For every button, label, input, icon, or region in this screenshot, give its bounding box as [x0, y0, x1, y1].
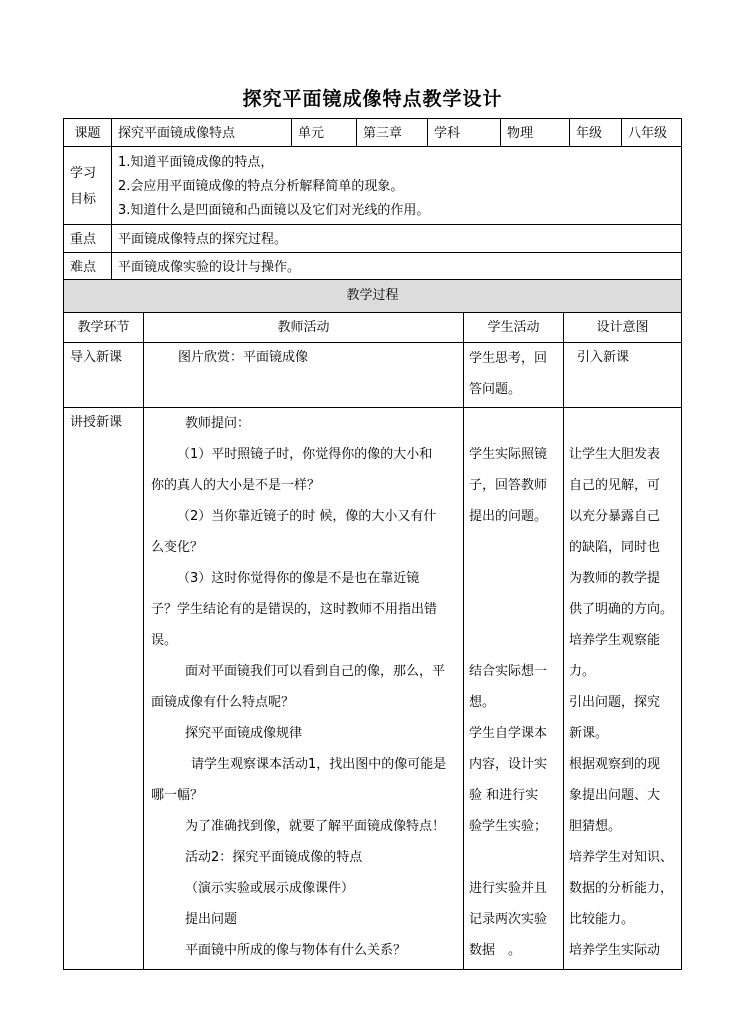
student-line: 验学生实验； — [469, 819, 548, 834]
intent-line: 根据观察到的现 — [569, 757, 661, 772]
intent-line: 力。 — [569, 664, 596, 679]
teacher-line: 面镜成像有什么特点呢？ — [151, 695, 295, 710]
student-line — [469, 625, 563, 656]
student-line: 子，回答教师 — [469, 478, 548, 493]
intent-line: 让学生大胆发表 — [569, 447, 661, 462]
goals-label-line2: 目标 — [70, 192, 97, 207]
intent-line: 培养学生观察能 — [569, 633, 661, 648]
student-line: 数据 。 — [469, 943, 522, 958]
teacher-line: 平面镜中所成的像与物体有什么关系？ — [185, 943, 407, 958]
intent-line: 自己的见解，可 — [569, 478, 661, 493]
student-line: 验 和进行实 — [469, 788, 539, 803]
goals-label — [63, 146, 112, 225]
student-line — [469, 594, 563, 625]
subject-value: 物理 — [500, 118, 570, 147]
intent-line: 为教师的教学提 — [569, 571, 661, 586]
col-stage-header: 教学环节 — [63, 312, 144, 343]
col-teacher-header: 教师活动 — [143, 312, 464, 343]
subject-label: 学科 — [427, 118, 501, 147]
grade-label: 年级 — [569, 118, 622, 147]
main-student — [463, 407, 564, 970]
main-intent — [563, 407, 682, 970]
intent-line — [569, 408, 681, 439]
teacher-line: 子？学生结论有的是错误的，这时教师不用指出错 — [151, 602, 438, 617]
unit-label: 单元 — [291, 118, 357, 147]
teacher-line: 么变化？ — [151, 540, 204, 555]
teacher-line: 哪一幅？ — [151, 788, 204, 803]
intent-line: 培养学生实际动 — [569, 943, 661, 958]
difficulty-label: 难点 — [63, 252, 112, 280]
goals-label-line1: 学习 — [70, 166, 97, 181]
teacher-line: 探究平面镜成像规律 — [185, 726, 303, 741]
student-line: 进行实验并且 — [469, 881, 548, 896]
student-line: 答问题。 — [469, 382, 522, 397]
teacher-line: 教师提问： — [185, 416, 251, 431]
unit-value: 第三章 — [356, 118, 428, 147]
intro-stage: 导入新课 — [63, 342, 144, 408]
teacher-line: 提出问题 — [185, 912, 238, 927]
main-teacher — [143, 407, 464, 970]
intent-line: 以充分暴露自己 — [569, 509, 661, 524]
goal-item: 3.知道什么是凹面镜和凸面镜以及它们对光线的作用。 — [118, 203, 430, 218]
key-point-value: 平面镜成像特点的探究过程。 — [111, 224, 682, 253]
student-line: 内容，设计实 — [469, 757, 548, 772]
key-point-label: 重点 — [63, 224, 112, 253]
course-label: 课题 — [63, 118, 112, 147]
difficulty-value: 平面镜成像实验的设计与操作。 — [111, 252, 682, 280]
col-intent-header: 设计意图 — [563, 312, 682, 343]
intro-intent: 引入新课 — [563, 342, 682, 408]
intent-line: 胆猜想。 — [569, 819, 622, 834]
goal-item: 1.知道平面镜成像的特点， — [118, 155, 274, 170]
process-header: 教学过程 — [63, 279, 682, 313]
student-line: 结合实际想一 — [469, 664, 548, 679]
intent-line: 象提出问题、大 — [569, 788, 661, 803]
teacher-line: （演示实验或展示成像课件） — [185, 881, 355, 896]
course-value: 探究平面镜成像特点 — [111, 118, 292, 147]
intent-line: 的缺陷，同时也 — [569, 540, 661, 555]
teacher-line: （2）当你靠近镜子的时 候，像的大小又有什 — [177, 509, 437, 524]
teacher-line: 误。 — [151, 633, 178, 648]
intent-line: 供了明确的方向。 — [569, 602, 674, 617]
student-line: 想。 — [469, 695, 496, 710]
document-title: 探究平面镜成像特点教学设计 — [242, 88, 503, 110]
intent-line: 培养学生对知识、 — [569, 850, 674, 865]
student-line: 提出的问题。 — [469, 509, 548, 524]
student-line: 学生自学课本 — [469, 726, 548, 741]
teacher-line: 你的真人的大小是不是一样？ — [151, 478, 321, 493]
teacher-line: 请学生观察课本活动1，找出图中的像可能是 — [191, 757, 447, 772]
main-stage: 讲授新课 — [63, 407, 144, 970]
student-line — [469, 842, 563, 873]
intro-teacher: 图片欣赏：平面镜成像 — [143, 342, 464, 408]
grade-value: 八年级 — [621, 118, 682, 147]
intent-line: 引出问题，探究 — [569, 695, 661, 710]
intent-line: 比较能力。 — [569, 912, 635, 927]
student-line — [469, 532, 563, 563]
goal-item: 2.会应用平面镜成像的特点分析解释简单的现象。 — [118, 179, 404, 194]
intent-line: 新课。 — [569, 726, 609, 741]
teacher-line: 面对平面镜我们可以看到自己的像，那么，平 — [185, 664, 446, 679]
teacher-line: （1）平时照镜子时，你觉得你的像的大小和 — [177, 447, 433, 462]
student-line: 记录两次实验 — [469, 912, 548, 927]
student-line: 学生思考，回 — [469, 351, 548, 366]
goals-content — [111, 146, 682, 225]
teacher-line: 活动2：探究平面镜成像的特点 — [185, 850, 363, 865]
intent-line: 数据的分析能力， — [569, 881, 674, 896]
student-line: 学生实际照镜 — [469, 447, 548, 462]
teacher-line: （3）这时你觉得你的像是不是也在靠近镜 — [177, 571, 420, 586]
col-student-header: 学生活动 — [463, 312, 564, 343]
teacher-line: 为了准确找到像，就要了解平面镜成像特点！ — [185, 819, 446, 834]
student-line — [469, 408, 563, 439]
intro-student — [463, 342, 564, 408]
student-line — [469, 563, 563, 594]
